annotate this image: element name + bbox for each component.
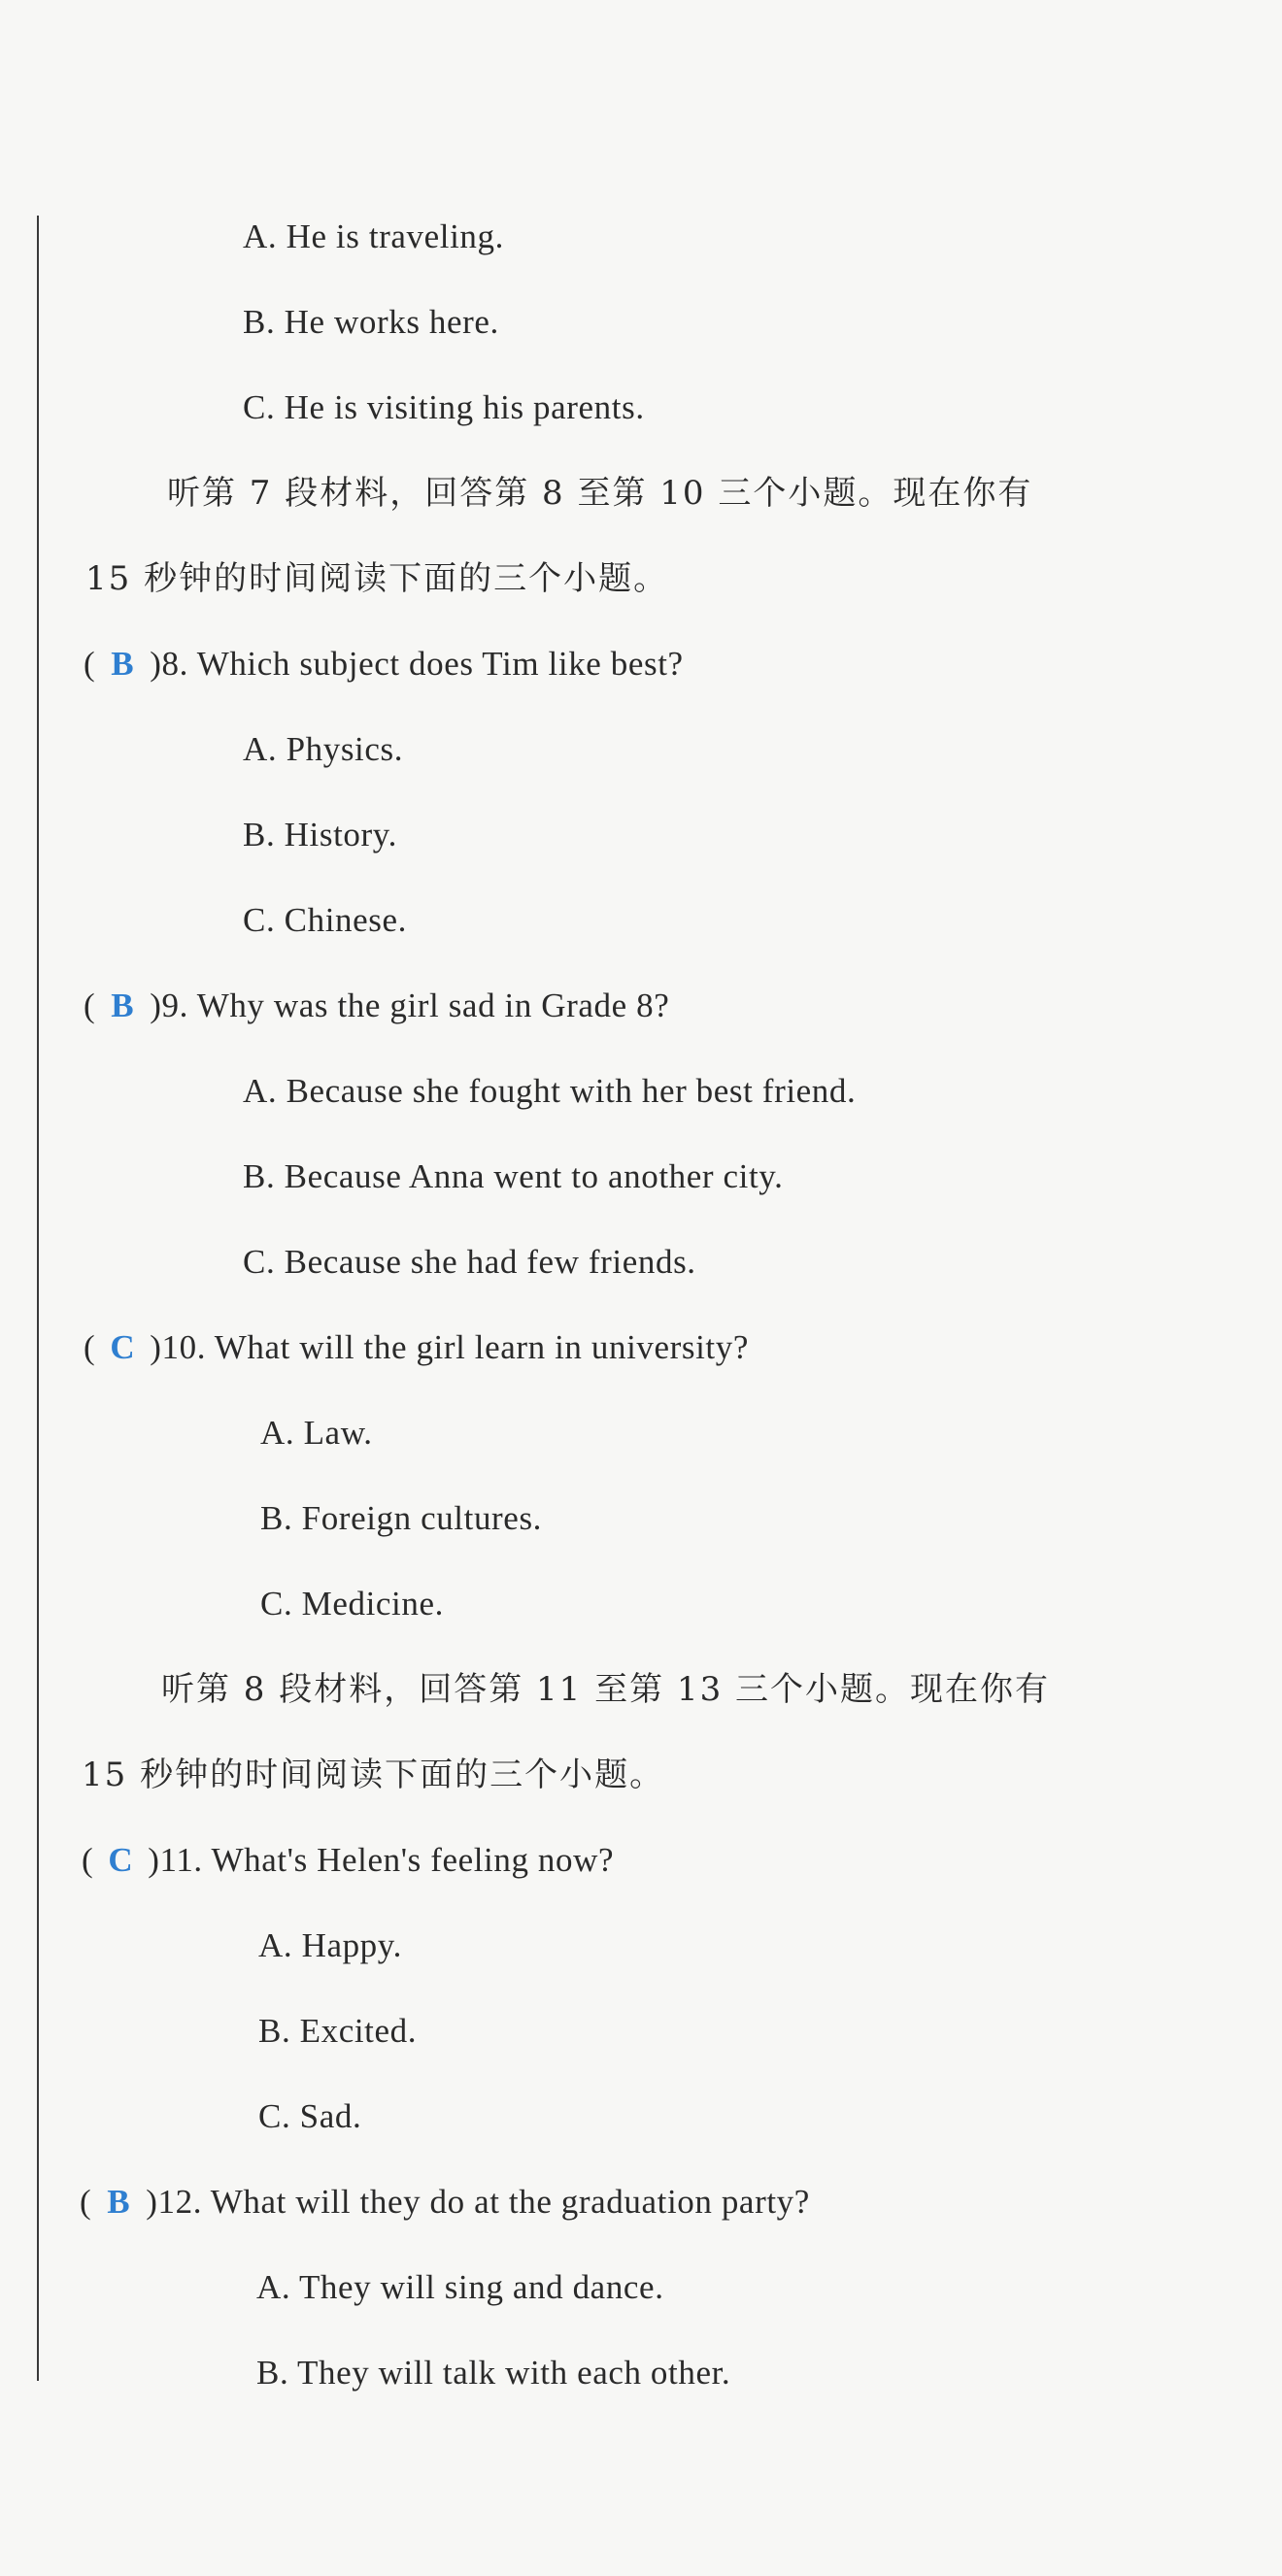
q7-option-b: B. He works here. [243, 303, 499, 341]
question-9 [84, 985, 669, 1027]
q8-option-a: A. Physics. [243, 730, 404, 768]
question-text: )11. What's Helen's feeling now? [148, 1841, 615, 1879]
answer-mark: C [108, 1841, 134, 1879]
answer-paren-open: ( [84, 987, 96, 1024]
q7-option-a: A. He is traveling. [243, 217, 504, 255]
section8-instruction-line1: 听第 8 段材料，回答第 11 至第 13 三个小题。现在你有 [161, 1670, 1051, 1709]
q9-option-c: C. Because she had few friends. [243, 1243, 696, 1281]
answer-paren-open: ( [84, 645, 96, 683]
answer-mark: C [110, 1328, 136, 1366]
question-11 [82, 1839, 614, 1882]
left-margin-rule [37, 216, 39, 2381]
section7-instruction-line2: 15 秒钟的时间阅读下面的三个小题。 [85, 559, 669, 598]
answer-mark: B [111, 987, 135, 1024]
question-text: )12. What will they do at the graduation party? [146, 2183, 810, 2221]
section8-instruction-line2: 15 秒钟的时间阅读下面的三个小题。 [82, 1756, 665, 1794]
q10-option-a: A. Law. [260, 1414, 373, 1452]
answer-mark: B [111, 645, 135, 683]
q9-option-a: A. Because she fought with her best friend. [243, 1072, 857, 1110]
section7-instruction-line1: 听第 7 段材料，回答第 8 至第 10 三个小题。现在你有 [167, 474, 1033, 513]
question-text: )10. What will the girl learn in university? [150, 1328, 749, 1366]
question-text: )9. Why was the girl sad in Grade 8? [150, 987, 670, 1024]
q7-option-c: C. He is visiting his parents. [243, 388, 645, 426]
answer-paren-open: ( [82, 1841, 94, 1879]
q11-option-c: C. Sad. [258, 2097, 362, 2135]
q12-option-a: A. They will sing and dance. [256, 2268, 664, 2306]
q10-option-c: C. Medicine. [260, 1585, 444, 1623]
q10-option-b: B. Foreign cultures. [260, 1499, 543, 1537]
question-10 [84, 1326, 749, 1369]
q11-option-b: B. Excited. [258, 2012, 418, 2050]
q11-option-a: A. Happy. [258, 1926, 402, 1964]
answer-paren-open: ( [84, 1328, 96, 1366]
q12-option-b: B. They will talk with each other. [256, 2354, 731, 2392]
q8-option-c: C. Chinese. [243, 901, 407, 939]
q8-option-b: B. History. [243, 816, 397, 853]
question-12 [80, 2181, 810, 2224]
answer-paren-open: ( [80, 2183, 92, 2221]
question-text: )8. Which subject does Tim like best? [150, 645, 684, 683]
answer-mark: B [107, 2183, 131, 2221]
q9-option-b: B. Because Anna went to another city. [243, 1157, 784, 1195]
question-8 [84, 643, 684, 686]
